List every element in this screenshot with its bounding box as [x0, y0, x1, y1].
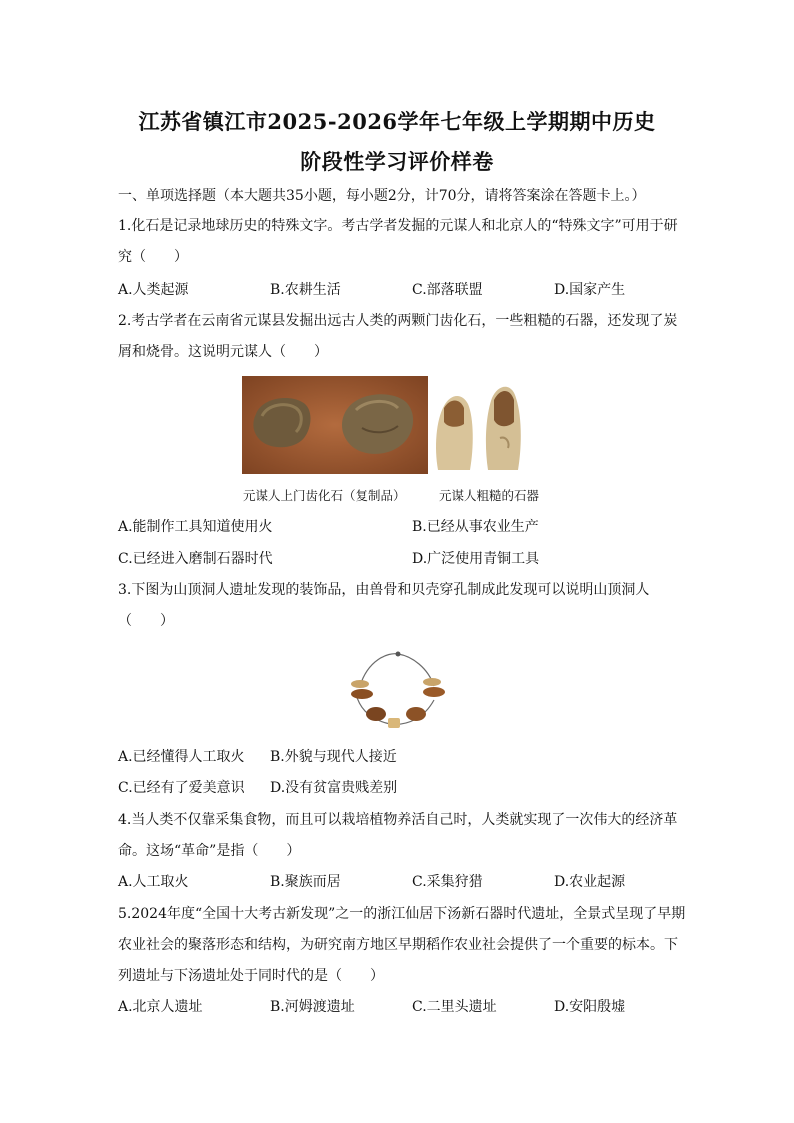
section-heading: 一、单项选择题（本大题共35小题，每小题2分，计70分，请将答案涂在答题卡上。） — [118, 188, 646, 204]
q4-option-a: A.人工取火 — [118, 874, 189, 890]
q1-option-b: B.农耕生活 — [270, 282, 341, 298]
q5-option-d: D.安阳殷墟 — [554, 999, 626, 1015]
bone-shell-necklace-photo — [342, 648, 450, 734]
q1-text-line2: 究（ ） — [118, 249, 188, 265]
q4-option-d: D.农业起源 — [554, 874, 626, 890]
q5-option-c: C.二里头遗址 — [412, 999, 497, 1015]
q1-option-d: D.国家产生 — [554, 282, 626, 298]
q2-option-c: C.已经进入磨制石器时代 — [118, 551, 273, 567]
q2-option-b: B.已经从事农业生产 — [412, 519, 539, 535]
q3-text-line2: （ ） — [118, 613, 174, 629]
q5-text-line3: 列遗址与下汤遗址处于同时代的是（ ） — [118, 968, 384, 984]
exam-title-line2: 阶段性学习评价样卷 — [300, 149, 494, 174]
q4-option-b: B.聚族而居 — [270, 874, 341, 890]
q5-option-b: B.河姆渡遗址 — [270, 999, 355, 1015]
q1-text-line1: 1.化石是记录地球历史的特殊文字。考古学者发掘的元谋人和北京人的“特殊文字”可用于研 — [118, 218, 678, 234]
exam-title-line1: 江苏省镇江市2025-2026学年七年级上学期期中历史 — [138, 109, 656, 134]
q3-option-c: C.已经有了爱美意识 — [118, 780, 245, 796]
tooth-fossil-photo — [242, 376, 428, 474]
q2-option-a: A.能制作工具知道使用火 — [118, 519, 273, 535]
q4-option-c: C.采集狩猎 — [412, 874, 483, 890]
q3-text-line1: 3.下图为山顶洞人遗址发现的装饰品，由兽骨和贝壳穿孔制成此发现可以说明山顶洞人 — [118, 582, 650, 598]
q5-option-a: A.北京人遗址 — [118, 999, 203, 1015]
q5-text-line2: 农业社会的聚落形态和结构，为研究南方地区早期稻作农业社会提供了一个重要的标本。下 — [118, 937, 678, 953]
q5-text-line1: 5.2024年度“全国十大考古新发现”之一的浙江仙居下汤新石器时代遗址，全景式呈现了早期 — [118, 906, 686, 922]
q3-option-d: D.没有贫富贵贱差别 — [270, 780, 398, 796]
q1-option-a: A.人类起源 — [118, 282, 189, 298]
stone-tool-photo — [428, 378, 540, 476]
q3-option-b: B.外貌与现代人接近 — [270, 749, 397, 765]
q3-option-a: A.已经懂得人工取火 — [118, 749, 245, 765]
q4-text-line2: 命。这场“革命”是指（ ） — [118, 843, 301, 859]
q1-option-c: C.部落联盟 — [412, 282, 483, 298]
q2-text-line2: 屑和烧骨。这说明元谋人（ ） — [118, 344, 328, 360]
q2-option-d: D.广泛使用青铜工具 — [412, 551, 540, 567]
tooth-fossil-caption: 元谋人上门齿化石（复制品） — [243, 488, 406, 503]
stone-tool-caption: 元谋人粗糙的石器 — [439, 488, 540, 503]
q4-text-line1: 4.当人类不仅靠采集食物，而且可以栽培植物养活自己时，人类就实现了一次伟大的经济革 — [118, 812, 678, 828]
q2-text-line1: 2.考古学者在云南省元谋县发掘出远古人类的两颗门齿化石，一些粗糙的石器，还发现了炭 — [118, 313, 678, 329]
